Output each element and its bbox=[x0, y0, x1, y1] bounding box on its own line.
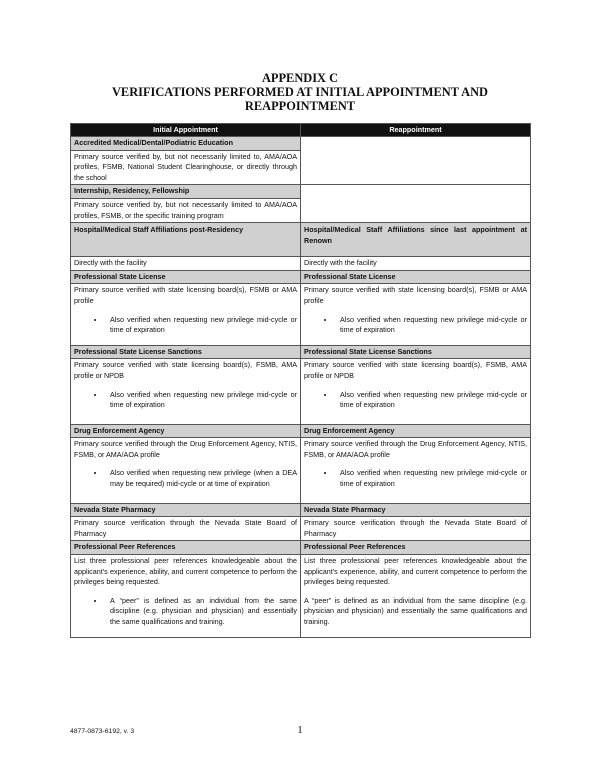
license-text-reappt: Primary source verified with state licensing board(s), FSMB or AMA profile bbox=[304, 285, 527, 305]
section-header-pharmacy-reappt: Nevada State Pharmacy bbox=[301, 503, 531, 517]
cell-pharmacy-reappt: Primary source verification through the Nevada State Board of Pharmacy bbox=[301, 517, 531, 541]
title-line-3: REAPPOINTMENT bbox=[244, 99, 356, 113]
section-header-license-reappt: Professional State License bbox=[301, 270, 531, 284]
table-row bbox=[71, 257, 531, 271]
document-id: 4877-0873-6192, v. 3 bbox=[70, 728, 135, 735]
empty-cell-internship bbox=[301, 185, 531, 223]
license-bullet-reappt: • Also verified when requesting new privilege mid-cycle or time of expiration bbox=[335, 315, 527, 336]
title-line-2: VERIFICATIONS PERFORMED AT INITIAL APPOINTMENT AND bbox=[111, 85, 489, 99]
section-header-pharmacy-initial: Nevada State Pharmacy bbox=[71, 503, 301, 517]
section-header-license-initial: Professional State License bbox=[71, 270, 301, 284]
cell-peer-initial bbox=[71, 555, 301, 638]
cell-accredited-initial: Primary source verified by, but not necessarily limited to, AMA/AOA profiles, FSMB, National Student Clearinghouse, or directly through the school bbox=[71, 150, 301, 185]
title-line-1: APPENDIX C bbox=[261, 71, 339, 85]
dea-text-reappt: Primary source verified through the Drug Enforcement Agency, NTIS, FSMB, or AMA/AOA profile bbox=[304, 439, 527, 459]
table-row bbox=[71, 555, 531, 638]
verification-table bbox=[70, 123, 531, 638]
cell-sanctions-reappt bbox=[301, 359, 531, 424]
sanctions-text-reappt: Primary source verified with state licensing board(s), FSMB, AMA profile or NPDB bbox=[304, 360, 527, 380]
section-header-peer-initial: Professional Peer References bbox=[71, 541, 301, 555]
table-row bbox=[71, 438, 531, 503]
section-header-hospital-initial: Hospital/Medical Staff Affiliations post-Residency bbox=[71, 223, 301, 257]
cell-peer-reappt bbox=[301, 555, 531, 638]
section-row-peer bbox=[71, 541, 531, 555]
document-title bbox=[0, 71, 600, 113]
table-row bbox=[71, 517, 531, 541]
license-text-initial: Primary source verified with state licensing board(s), FSMB or AMA profile bbox=[74, 285, 297, 305]
section-row-hospital bbox=[71, 223, 531, 257]
section-row-internship bbox=[71, 185, 531, 199]
cell-pharmacy-initial: Primary source verification through the Nevada State Board of Pharmacy bbox=[71, 517, 301, 541]
dea-bullet-initial: • Also verified when requesting new privilege (when a DEA may be required) mid-cycle or at time of expiration bbox=[105, 468, 297, 489]
section-row-license bbox=[71, 270, 531, 284]
cell-dea-initial bbox=[71, 438, 301, 503]
page-number: 1 bbox=[297, 724, 303, 736]
cell-dea-reappt bbox=[301, 438, 531, 503]
section-row-pharmacy bbox=[71, 503, 531, 517]
section-header-hospital-reappt: Hospital/Medical Staff Affiliations since last appointment at Renown bbox=[301, 223, 531, 257]
cell-license-reappt bbox=[301, 284, 531, 345]
peer-text-initial: List three professional peer references knowledgeable about the applicant's experience, ability, and current competence to perform the privileges being requested. bbox=[74, 556, 297, 587]
peer-text-reappt: List three professional peer references knowledgeable about the applicant's experience, ability, and current competence to perform the privileges being requested. bbox=[304, 556, 527, 587]
section-header-accredited: Accredited Medical/Dental/Podiatric Education bbox=[71, 137, 301, 151]
cell-sanctions-initial bbox=[71, 359, 301, 424]
section-header-sanctions-reappt: Professional State License Sanctions bbox=[301, 345, 531, 359]
column-header-reappointment: Reappointment bbox=[301, 124, 531, 137]
column-header-initial: Initial Appointment bbox=[71, 124, 301, 137]
dea-text-initial: Primary source verified through the Drug Enforcement Agency, NTIS, FSMB, or AMA/AOA profile bbox=[74, 439, 297, 459]
peer-note-reappt: A “peer” is defined as an individual from the same discipline (e.g. physician and physician) and essentially the same qualifications and training. bbox=[304, 595, 527, 626]
table-row bbox=[71, 284, 531, 345]
table-header-row bbox=[71, 124, 531, 137]
section-header-peer-reappt: Professional Peer References bbox=[301, 541, 531, 555]
section-header-dea-initial: Drug Enforcement Agency bbox=[71, 424, 301, 438]
sanctions-bullet-initial: • Also verified when requesting new privilege mid-cycle or time of expiration bbox=[105, 390, 297, 411]
section-header-dea-reappt: Drug Enforcement Agency bbox=[301, 424, 531, 438]
cell-hospital-reappt: Directly with the facility bbox=[301, 257, 531, 271]
license-bullet-initial: • Also verified when requesting new privilege mid-cycle or time of expiration bbox=[105, 315, 297, 336]
cell-hospital-initial: Directly with the facility bbox=[71, 257, 301, 271]
section-row-dea bbox=[71, 424, 531, 438]
peer-bullet-initial: • A “peer” is defined as an individual from the same discipline (e.g. physician and physician) and essentially the same qualifications and training. bbox=[105, 596, 297, 628]
sanctions-text-initial: Primary source verified with state licensing board(s), FSMB, AMA profile or NPDB bbox=[74, 360, 297, 380]
section-header-internship: Internship, Residency, Fellowship bbox=[71, 185, 301, 199]
section-header-sanctions-initial: Professional State License Sanctions bbox=[71, 345, 301, 359]
section-row-accredited bbox=[71, 137, 531, 151]
table-row bbox=[71, 359, 531, 424]
section-row-sanctions bbox=[71, 345, 531, 359]
dea-bullet-reappt: • Also verified when requesting new privilege mid-cycle or time of expiration bbox=[335, 468, 527, 489]
empty-cell-accredited bbox=[301, 137, 531, 185]
sanctions-bullet-reappt: • Also verified when requesting new privilege mid-cycle or time of expiration bbox=[335, 390, 527, 411]
cell-internship-initial: Primary source verified by, but not necessarily limited to AMA/AOA profiles, FSMB, or the specific training program bbox=[71, 198, 301, 222]
cell-license-initial bbox=[71, 284, 301, 345]
